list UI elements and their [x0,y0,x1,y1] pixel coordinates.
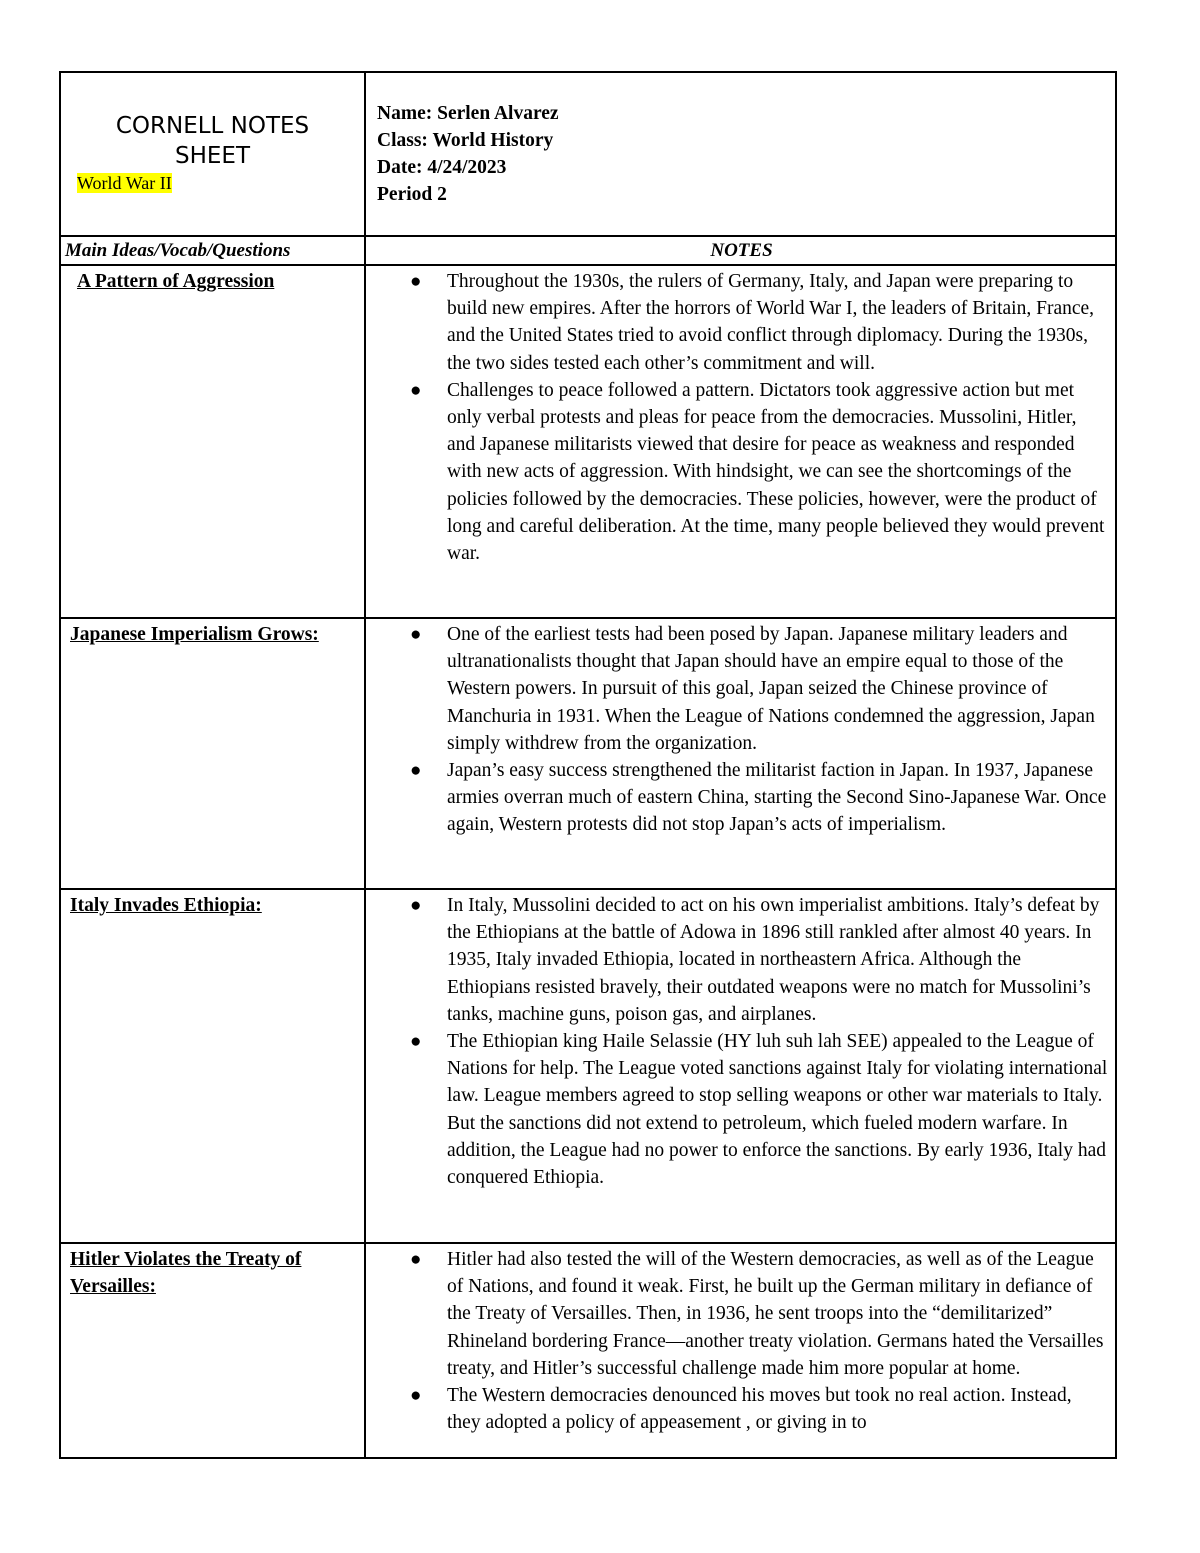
notes-row [61,619,1115,886]
bullet-icon: ● [410,624,422,645]
bullet-icon: ● [410,1249,422,1270]
bullet-icon: ● [410,1385,422,1407]
notes-row [61,266,1115,615]
bullet-icon: ● [410,379,422,401]
sheet-title-line2: SHEET [174,143,250,169]
class-name: Class: World History [377,130,554,151]
topic-highlight: World War II [77,173,172,193]
note-item: ● One of the earliest tests had been posed by Japan. Japanese military leaders and ultranationalists thought that Japan should have an empire equal to those of the Western powers. In pursuit of this goal, Japan seized the Chinese province of Manchuria in 1931. When the League of Nations condemned the aggression, Japan simply withdrew from the organization. [366,621,1109,757]
sheet-title-line1: CORNELL NOTES [115,113,310,139]
period-field: Period 2 [377,184,447,205]
bullet-icon: ● [410,1031,422,1053]
note-item: ● In Italy, Mussolini decided to act on his own imperialist ambitions. Italy’s defeat by the Ethiopians at the battle of Adowa in 1896 still rankled after almost 40 years. In 1935, Italy invaded Ethiopia, located in northeastern Africa. Although the Ethiopians resisted bravely, their outdated weapons were no match for Mussolini’s tanks, machine guns, poison gas, and airplanes. [366,892,1109,1028]
sheet-title-cell [61,73,364,237]
notes-list [366,621,1109,839]
date-field: Date: 4/24/2023 [377,157,507,178]
cue-japanese-imperialism: Japanese Imperialism Grows: [70,624,319,645]
topic-label [77,173,358,194]
student-name: Name: Serlen Alvarez [377,103,559,124]
notes-row [61,890,1115,1240]
note-item: ● Hitler had also tested the will of the Western democracies, as well as of the League of Nations, and found it weak. First, he built up the German military in defiance of the Treaty of Versailles. Then, in 1936, he sent troops into the “demilitarized” Rhineland bordering France—another treaty violation. Germans hated the Versailles treaty, and Hitler’s successful challenge made him more popular at home. [366,1246,1109,1382]
bullet-icon: ● [410,895,422,916]
note-item: ● Challenges to peace followed a pattern. Dictators took aggressive action but met only verbal protests and pleas for peace from the democracies. Mussolini, Hitler, and Japanese militarists viewed that desire for peace as weakness and responded with new acts of aggression. With hindsight, we can see the shortcomings of the policies followed by the democracies. These policies, however, were the product of long and careful deliberation. At the time, many people believed they would prevent war. [366,377,1109,567]
cue-column-header: Main Ideas/Vocab/Questions [65,240,291,261]
note-item: ● Throughout the 1930s, the rulers of Germany, Italy, and Japan were preparing to build new empires. After the horrors of World War I, the leaders of Britain, France, and the United States tried to avoid conflict through diplomacy. During the 1930s, the two sides tested each other’s commitment and will. [366,268,1109,377]
notes-column-header: NOTES [710,240,773,261]
bullet-icon: ● [410,760,422,782]
bullet-icon: ● [410,271,422,292]
cue-hitler-violates-treaty: Hitler Violates the Treaty of Versailles: [70,1249,302,1297]
notes-list [366,268,1109,567]
note-item: ● Japan’s easy success strengthened the militarist faction in Japan. In 1937, Japanese armies overran much of eastern China, starting the Second Sino-Japanese War. Once again, Western protests did not stop Japan’s acts of imperialism. [366,757,1109,839]
notes-list [366,892,1109,1191]
cue-italy-invades-ethiopia: Italy Invades Ethiopia: [70,895,262,916]
note-item: ● The Western democracies denounced his moves but took no real action. Instead, they adopted a policy of appeasement , or giving in to [366,1382,1109,1436]
student-info [377,100,559,208]
cornell-notes-table [59,71,1117,1459]
cue-pattern-of-aggression: A Pattern of Aggression [77,271,275,292]
notes-list [366,1246,1109,1436]
notes-row [61,1244,1115,1457]
note-item: ● The Ethiopian king Haile Selassie (HY luh suh lah SEE) appealed to the League of Nations for help. The League voted sanctions against Italy for violating international law. League members agreed to stop selling weapons or other war materials to Italy. But the sanctions did not extend to petroleum, which fueled modern warfare. In addition, the League had no power to enforce the sanctions. By early 1936, Italy had conquered Ethiopia. [366,1028,1109,1191]
